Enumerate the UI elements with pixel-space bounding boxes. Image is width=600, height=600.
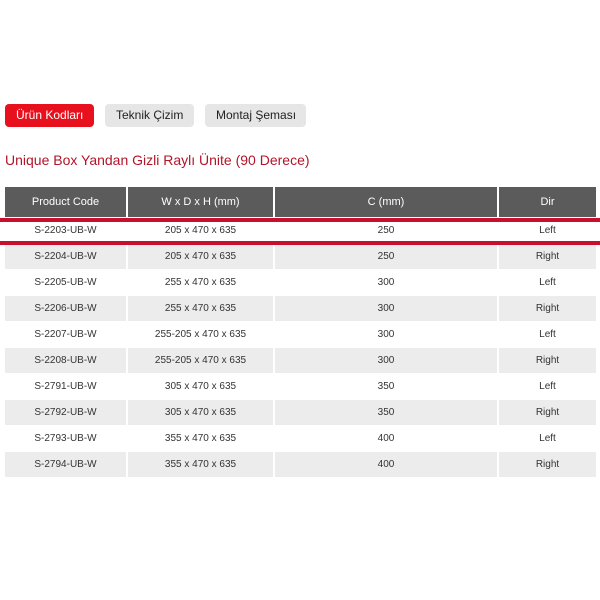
cell-dimensions: 355 x 470 x 635 — [127, 426, 274, 452]
cell-product-code: S-2792-UB-W — [5, 400, 127, 426]
cell-product-code: S-2203-UB-W — [5, 218, 127, 244]
cell-dimensions: 205 x 470 x 635 — [127, 244, 274, 270]
cell-c-mm: 350 — [274, 400, 498, 426]
cell-c-mm: 400 — [274, 452, 498, 478]
table-row — [5, 244, 596, 270]
table-row — [5, 322, 596, 348]
cell-dimensions: 305 x 470 x 635 — [127, 374, 274, 400]
table-row — [5, 270, 596, 296]
cell-dimensions: 255 x 470 x 635 — [127, 296, 274, 322]
table-row — [5, 296, 596, 322]
header-product-code: Product Code — [5, 187, 127, 218]
cell-dimensions: 255-205 x 470 x 635 — [127, 322, 274, 348]
cell-product-code: S-2204-UB-W — [5, 244, 127, 270]
table-row — [5, 348, 596, 374]
cell-dimensions: 255 x 470 x 635 — [127, 270, 274, 296]
cell-product-code: S-2208-UB-W — [5, 348, 127, 374]
cell-c-mm: 250 — [274, 218, 498, 244]
cell-product-code: S-2793-UB-W — [5, 426, 127, 452]
cell-dir: Left — [498, 270, 596, 296]
tab-urun-kodlari[interactable]: Ürün Kodları — [5, 104, 94, 127]
tab-bar — [5, 104, 306, 127]
cell-c-mm: 300 — [274, 270, 498, 296]
tab-teknik-cizim[interactable]: Teknik Çizim — [105, 104, 194, 127]
table-row — [5, 400, 596, 426]
cell-product-code: S-2205-UB-W — [5, 270, 127, 296]
cell-dir: Right — [498, 244, 596, 270]
cell-dimensions: 355 x 470 x 635 — [127, 452, 274, 478]
cell-dir: Right — [498, 296, 596, 322]
cell-dir: Right — [498, 400, 596, 426]
cell-c-mm: 300 — [274, 322, 498, 348]
cell-product-code: S-2794-UB-W — [5, 452, 127, 478]
header-dimensions: W x D x H (mm) — [127, 187, 274, 218]
cell-c-mm: 400 — [274, 426, 498, 452]
cell-product-code: S-2206-UB-W — [5, 296, 127, 322]
cell-product-code: S-2207-UB-W — [5, 322, 127, 348]
cell-c-mm: 300 — [274, 348, 498, 374]
tab-montaj-semasi[interactable]: Montaj Şeması — [205, 104, 306, 127]
cell-dir: Left — [498, 218, 596, 244]
product-code-table — [5, 187, 596, 477]
cell-dir: Left — [498, 374, 596, 400]
cell-dimensions: 255-205 x 470 x 635 — [127, 348, 274, 374]
cell-c-mm: 350 — [274, 374, 498, 400]
cell-dir: Right — [498, 348, 596, 374]
header-c-mm: C (mm) — [274, 187, 498, 218]
cell-product-code: S-2791-UB-W — [5, 374, 127, 400]
table-row — [5, 452, 596, 478]
cell-dimensions: 205 x 470 x 635 — [127, 218, 274, 244]
cell-c-mm: 300 — [274, 296, 498, 322]
cell-dir: Left — [498, 426, 596, 452]
table-row — [5, 374, 596, 400]
header-dir: Dir — [498, 187, 596, 218]
table-row — [5, 218, 596, 244]
cell-dir: Left — [498, 322, 596, 348]
page-title: Unique Box Yandan Gizli Raylı Ünite (90 Derece) — [5, 152, 310, 168]
table-header-row — [5, 187, 596, 218]
cell-dimensions: 305 x 470 x 635 — [127, 400, 274, 426]
cell-dir: Right — [498, 452, 596, 478]
cell-c-mm: 250 — [274, 244, 498, 270]
table-row — [5, 426, 596, 452]
